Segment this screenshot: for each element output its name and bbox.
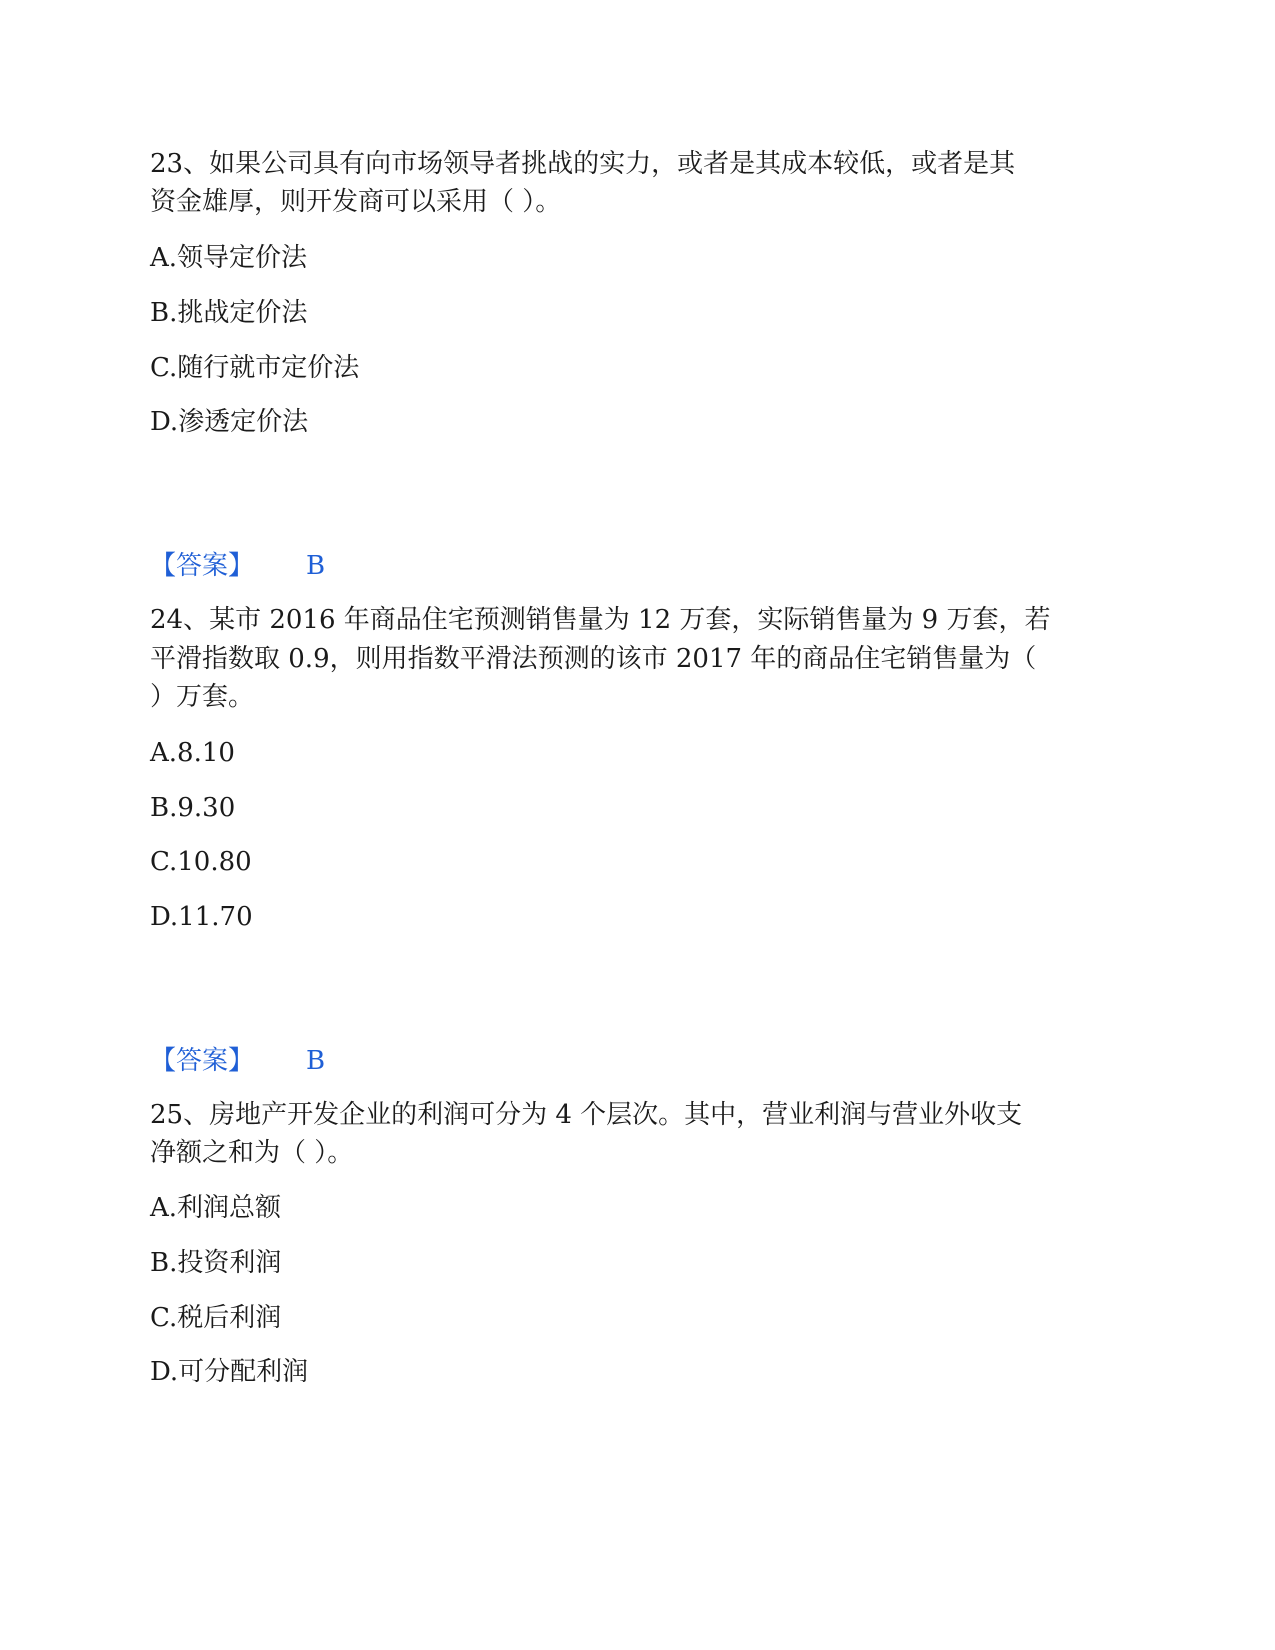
answer-value: B [306,1046,326,1076]
question-24-option-a: A.8.10 [150,738,235,768]
question-23-stem-line-1: 23、如果公司具有向市场领导者挑战的实力，或者是其成本较低，或者是其 [150,149,1016,179]
question-23-option-b: B.挑战定价法 [150,298,308,328]
question-23-option-c: C.随行就市定价法 [150,353,360,383]
question-25-option-b: B.投资利润 [150,1248,282,1278]
question-24-stem-line-3: ）万套。 [150,682,255,712]
question-24-stem-line-2: 平滑指数取 0.9，则用指数平滑法预测的该市 2017 年的商品住宅销售量为（ [150,644,1037,674]
answer-label: 【答案】 [150,1046,255,1076]
question-24-stem-line-1: 24、某市 2016 年商品住宅预测销售量为 12 万套，实际销售量为 9 万套，若 [150,605,1051,635]
question-24-option-c: C.10.80 [150,847,252,877]
question-25-option-d: D.可分配利润 [150,1357,309,1387]
question-25-option-c: C.税后利润 [150,1303,282,1333]
answer-label: 【答案】 [150,551,255,581]
question-23-stem-line-2: 资金雄厚，则开发商可以采用（ ）。 [150,187,562,217]
answer-value: B [306,551,326,581]
answer-23 [150,547,325,585]
question-24-option-b: B.9.30 [150,793,236,823]
question-24-option-d: D.11.70 [150,902,253,932]
answer-24 [150,1042,325,1080]
question-25-stem-line-2: 净额之和为（ ）。 [150,1138,354,1168]
question-25-stem-line-1: 25、房地产开发企业的利润可分为 4 个层次。其中，营业利润与营业外收支 [150,1100,1023,1130]
question-23-option-d: D.渗透定价法 [150,407,309,437]
question-25-option-a: A.利润总额 [150,1193,282,1223]
question-23-option-a: A.领导定价法 [150,243,308,273]
